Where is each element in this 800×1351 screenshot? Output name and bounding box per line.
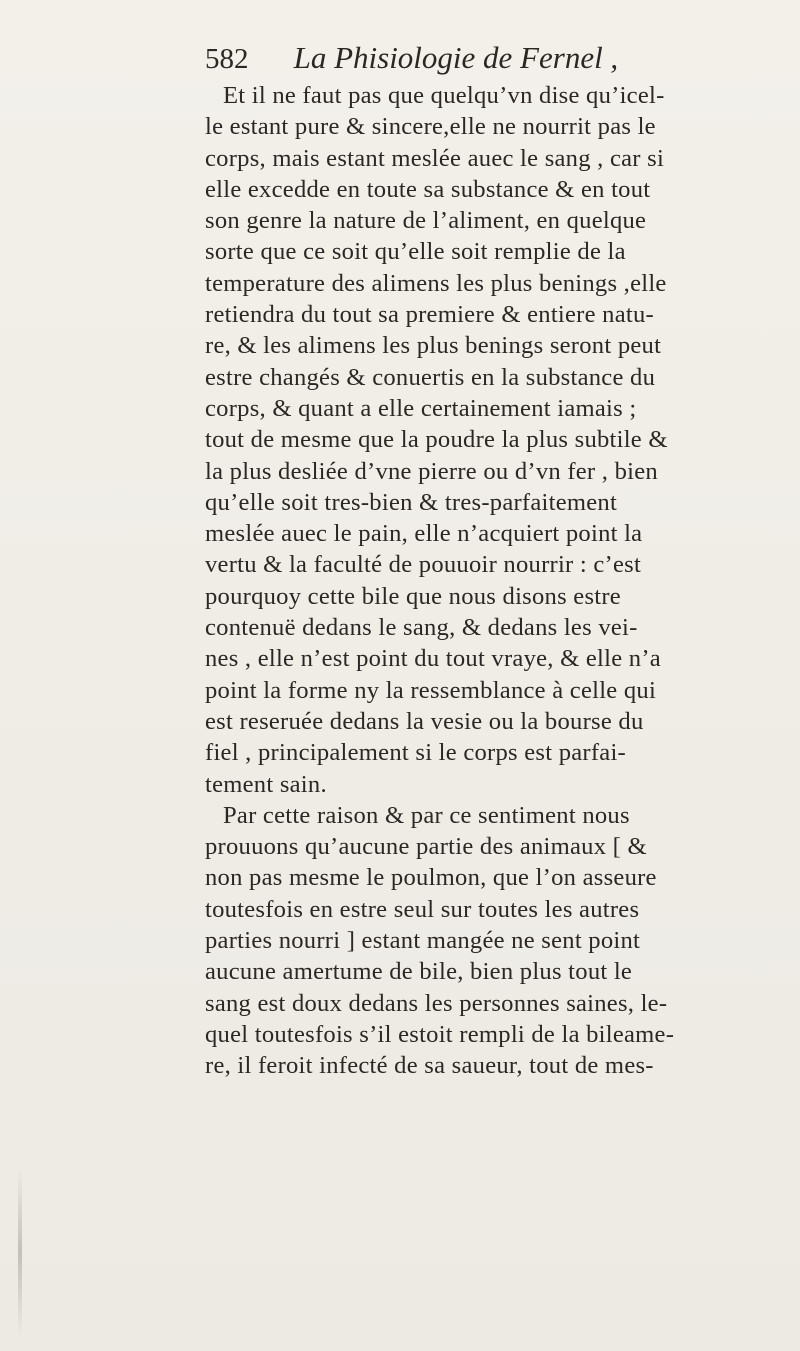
text-line: la plus desliée d’vne pierre ou d’vn fer , bien (205, 457, 658, 485)
text-line: elle excedde en toute sa substance & en tout (205, 175, 651, 203)
page-number: 582 (205, 43, 249, 75)
text-line: qu’elle soit tres-bien & tres-parfaitement (205, 488, 618, 516)
text-line: aucune amertume de bile, bien plus tout le (205, 958, 633, 986)
text-line: retiendra du tout sa premiere & entiere natu- (205, 301, 654, 329)
text-line: est reseruée dedans la vesie ou la bourse du (205, 707, 644, 735)
running-title: La Phisiologie de Fernel , (293, 40, 619, 75)
body-text (205, 80, 770, 1082)
text-line: pourquoy cette bile que nous disons estre (205, 582, 621, 610)
text-line: toutesfois en estre seul sur toutes les autres (205, 895, 640, 923)
text-line: re, & les alimens les plus benings seront peut (205, 332, 662, 360)
text-line: Et il ne faut pas que quelqu’vn dise qu’icel- (223, 82, 665, 109)
margin-mark (18, 1168, 22, 1338)
text-line: sang est doux dedans les personnes saines, le- (205, 989, 668, 1017)
text-line: non pas mesme le poulmon, que l’on asseure (205, 864, 657, 892)
text-line: son genre la nature de l’aliment, en quelque (205, 207, 647, 235)
text-line: corps, mais estant meslée auec le sang , car si (205, 144, 665, 172)
text-line: prouuons qu’aucune partie des animaux [ & (205, 833, 647, 861)
text-line: vertu & la faculté de pouuoir nourrir : c’est (205, 551, 642, 579)
text-line: re, il feroit infecté de sa saueur, tout de mes- (205, 1052, 654, 1080)
text-line: tement sain. (205, 770, 327, 798)
text-line: nes , elle n’est point du tout vraye, & elle n’a (205, 645, 661, 673)
text-line: parties nourri ] estant mangée ne sent point (205, 927, 641, 955)
text-line: corps, & quant a elle certainement iamais ; (205, 394, 637, 422)
text-line: point la forme ny la ressemblance à celle qui (205, 676, 657, 704)
text-line: quel toutesfois s’il estoit rempli de la bileame- (205, 1020, 675, 1048)
text-line: meslée auec le pain, elle n’acquiert point la (205, 520, 643, 548)
text-line: Par cette raison & par ce sentiment nous (223, 801, 630, 829)
text-line: contenuë dedans le sang, & dedans les vei- (205, 614, 638, 642)
text-line: sorte que ce soit qu’elle soit remplie de la (205, 238, 626, 266)
text-line: fiel , principalement si le corps est parfai- (205, 739, 626, 767)
text-line: estre changés & conuertis en la substance du (205, 363, 656, 391)
text-line: le estant pure & sincere,elle ne nourrit pas le (205, 113, 656, 141)
text-line: temperature des alimens les plus benings ,elle (205, 269, 667, 297)
text-line: tout de mesme que la poudre la plus subtile & (205, 426, 668, 454)
